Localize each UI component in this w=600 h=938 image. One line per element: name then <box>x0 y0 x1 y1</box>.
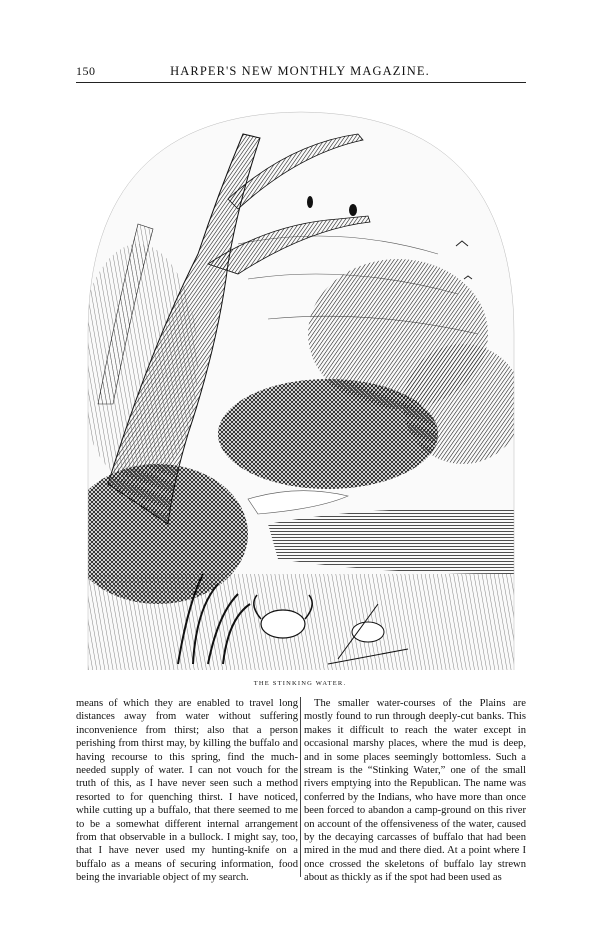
running-head: HARPER'S NEW MONTHLY MAGAZINE. <box>170 64 430 78</box>
engraving-illustration <box>78 104 524 670</box>
page-number: 150 <box>76 64 96 78</box>
column-divider <box>300 697 301 877</box>
article-right-column <box>304 697 526 885</box>
article-left-column <box>76 697 298 885</box>
figure-caption: THE STINKING WATER. <box>253 680 347 687</box>
right-column-text: The smaller water-courses of the Plains are mostly found to run through deeply-cut banks. This makes it difficult to reach the water except in occasional marshy places, where the mud is deep, and in some places seemingly bottomless. Such a stream is the “Stinking Water,” one of the small rivers emptying into the Republican. The name was conferred by the Indians, who have more than once been forced to abandon a camp-ground on this river on account of the offensiveness of the water, caused by the decaying carcasses of buffalo that had been mired in the mud and there died. At a point where I once crossed the skeletons of buffalo lay strewn about as thickly as if the spot had been used as <box>304 698 526 884</box>
header-rule <box>76 82 526 83</box>
left-column-text: means of which they are enabled to travel long distances away from water without suffering inconvenience from thirst; also that a person perishing from thirst may, by killing the buffalo and having recourse to this spring, find the much-needed supply of water. I can not vouch for the truth of this, as I have never seen such a method resorted to for quenching thirst. I have noticed, while cutting up a buffalo, that there seemed to me to be a somewhat different internal arrangement from that observable in a bullock. I might say, too, that I have never used my hunting-knife on a buffalo as a means of securing information, food being the invariable object of my search. <box>76 698 298 884</box>
